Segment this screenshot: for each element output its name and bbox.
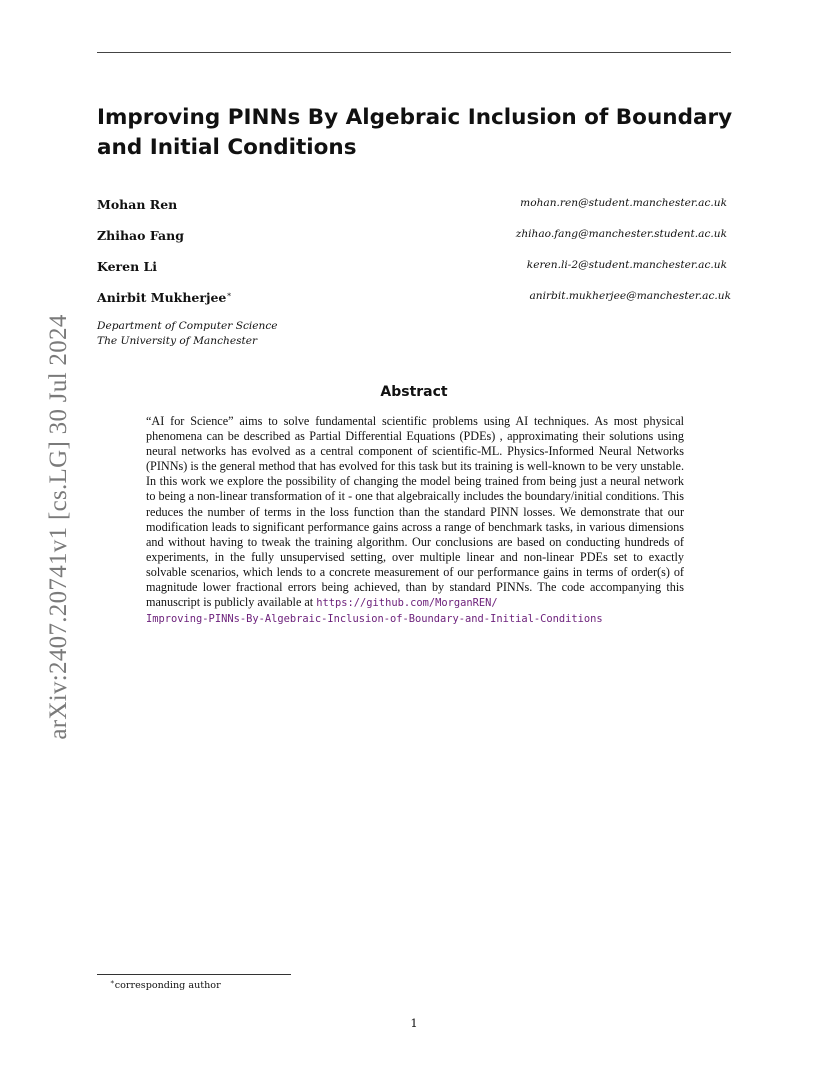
author-row: [97, 290, 731, 308]
author-email[interactable]: anirbit.mukherjee@manchester.ac.uk: [529, 290, 731, 302]
author-name: Mohan Ren: [97, 197, 178, 213]
paper-title: Improving PINNs By Algebraic Inclusion of Boundary and Initial Conditions: [97, 105, 733, 160]
abstract-body: “AI for Science” aims to solve fundamental scientific problems using AI techniques. As most physical phenomena can be described as Partial Differential Equations (PDEs) , approximating their solutions using neural networks has evolved as a central component of scientific-ML. Physics-Informed Neural Networks (PINNs) is the general method that has evolved for this task but its training is well-known to be very unstable. In this work we explore the possibility of changing the model being trained from being just a neural network to being a non-linear transformation of it - one that algebraically includes the boundary/initial conditions. This reduces the number of terms in the loss function than the standard PINN losses. We demonstrate that our modification leads to significant performance gains across a range of benchmark tasks, in various dimensions and without having to tweak the training algorithm. Our conclusions are based on conducting hundreds of experiments, in the fully unsupervised setting, over multiple linear and non-linear PDEs set to exactly solvable scenarios, which lends to a concrete measurement of our performance gains in terms of order(s) of magnitude lower fractional errors being achieved, than by standard PINNs. The code accompanying this manuscript is publicly available at https://github.com/MorganREN/ Improving-PINNs-By-Algebraic-Inclusion-of-Boundary-and-Initial-Conditions: [146, 414, 684, 626]
author-email[interactable]: keren.li-2@student.manchester.ac.uk: [526, 259, 727, 271]
author-name: Keren Li: [97, 259, 158, 275]
author-name: Zhihao Fang: [97, 228, 184, 244]
affiliation-university: The University of Manchester: [97, 335, 258, 347]
abstract-heading: Abstract: [380, 384, 448, 400]
footnote: ∗corresponding author: [110, 978, 221, 992]
author-email[interactable]: zhihao.fang@manchester.student.ac.uk: [515, 228, 727, 240]
affiliation-department: Department of Computer Science: [97, 320, 278, 332]
top-rule: [97, 52, 731, 53]
author-row: [97, 259, 731, 277]
page-number: 1: [410, 1016, 418, 1030]
author-email[interactable]: mohan.ren@student.manchester.ac.uk: [520, 197, 727, 209]
affiliation: [97, 319, 278, 349]
author-row: [97, 228, 731, 246]
footnote-rule: [97, 974, 291, 975]
arxiv-stamp: arXiv:2407.20741v1 [cs.LG] 30 Jul 2024: [45, 314, 72, 740]
author-name: Anirbit Mukherjee∗: [97, 290, 232, 306]
code-link[interactable]: https://github.com/MorganREN/ Improving-PINNs-By-Algebraic-Inclusion-of-Boundary-and-Initial-Conditions: [146, 597, 603, 626]
corresponding-mark: ∗: [226, 290, 232, 299]
author-row: [97, 197, 731, 215]
